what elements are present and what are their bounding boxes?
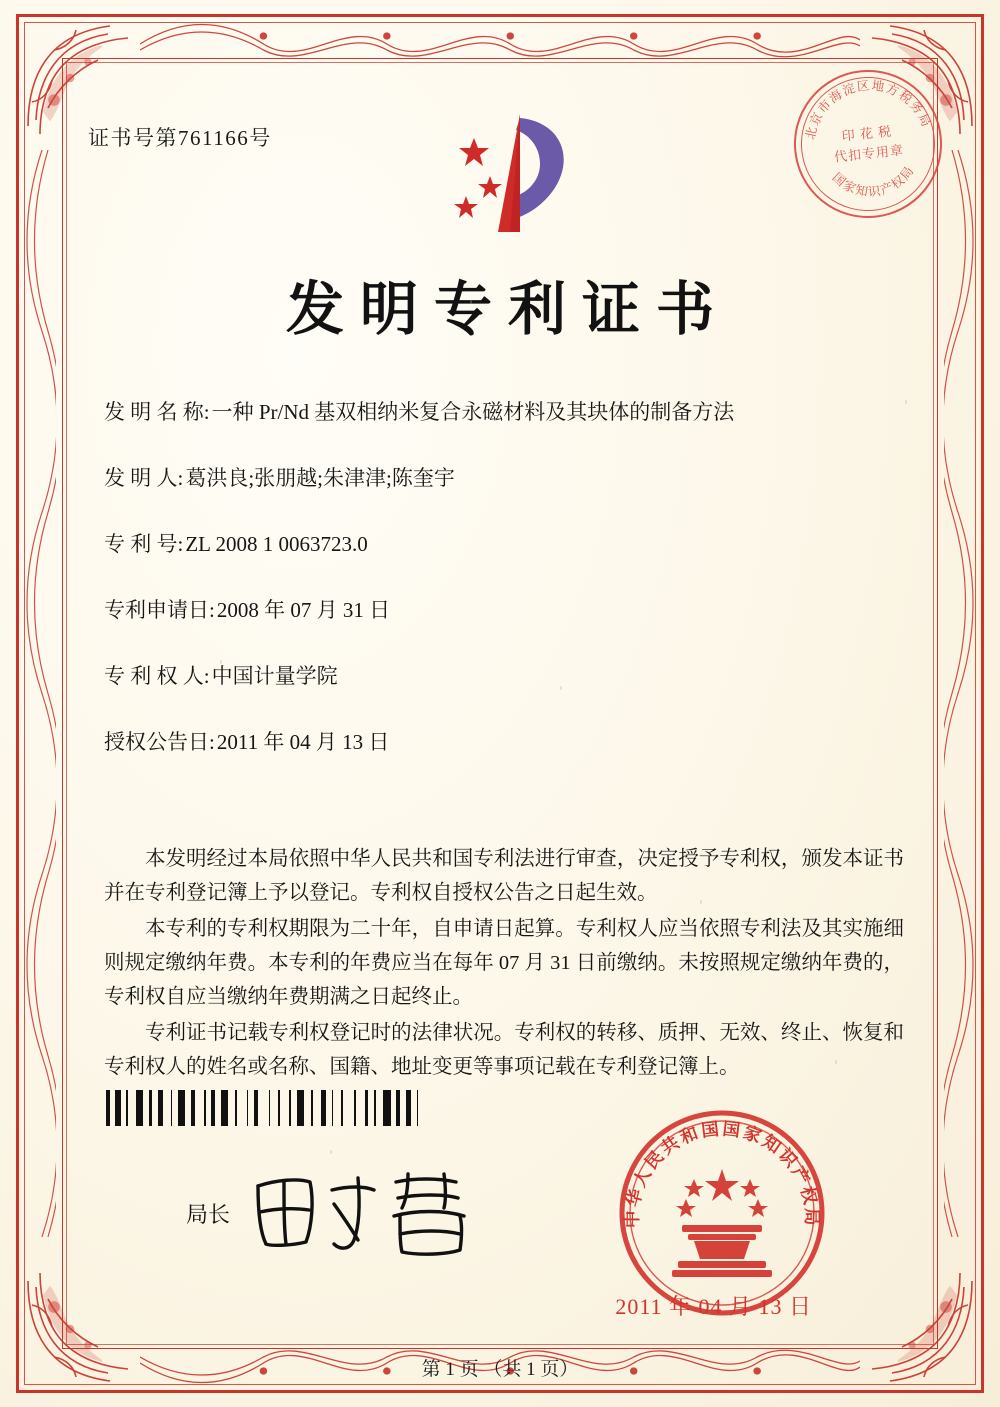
page-footer: 第 1 页 （共 1 页） (421, 1359, 579, 1380)
field-label-patentee: 专 利 权 人: (104, 664, 210, 688)
paper-speck (150, 1000, 152, 1004)
signature-handwriting (248, 1160, 478, 1260)
svg-text:中华人民共和国国家知识产权局: 中华人民共和国国家知识产权局 (621, 1118, 823, 1229)
corner-ornament-top-left (18, 16, 138, 136)
field-label-inventors: 发 明 人: (104, 466, 184, 490)
sipo-logo-icon (424, 100, 584, 240)
field-row-application-date (104, 596, 910, 624)
paper-speck (560, 686, 562, 690)
barcode (106, 1090, 426, 1126)
paper-speck (700, 900, 702, 904)
seal-date: 2011 年 04 月 13 日 (615, 1294, 812, 1319)
field-value-grant-date: 2011 年 04 月 13 日 (216, 730, 390, 754)
field-value-inventors: 葛洪良;张朋越;朱津津;陈奎宇 (185, 466, 455, 490)
tax-stamp (787, 63, 950, 226)
field-label-grant-date: 授权公告日: (104, 730, 215, 754)
field-value-patent-number: ZL 2008 1 0063723.0 (185, 532, 368, 556)
body-text (104, 842, 904, 1086)
paper-speck (220, 660, 222, 664)
field-row-grant-date (104, 728, 910, 756)
svg-text:北京市海淀区地方税务局: 北京市海淀区地方税务局 (803, 78, 934, 141)
field-row-patentee (104, 662, 910, 690)
signature-label: 局长 (186, 1202, 231, 1227)
body-paragraph-2: 本专利的专利权期限为二十年，自申请日起算。专利权人应当依照专利法及其实施细则规定缴纳年费。本专利的年费应当在每年 07 月 31 日前缴纳。未按照规定缴纳年费的，专利权自应当缴纳年费期满之日起终止。 (104, 918, 904, 1008)
field-value-application-date: 2008 年 07 月 31 日 (216, 598, 391, 622)
body-paragraph-3: 专利证书记载专利权登记时的法律状况。专利权的转移、质押、无效、终止、恢复和专利权人的姓名或名称、国籍、地址变更等事项记载在专利登记簿上。 (104, 1022, 904, 1078)
field-row-inventors (104, 464, 910, 492)
paper-speck (470, 300, 472, 304)
paper-speck (905, 400, 907, 404)
field-value-patentee: 中国计量学院 (211, 664, 338, 688)
field-row-patent-number (104, 530, 910, 558)
page-title: 发明专利证书 (285, 277, 730, 342)
tax-stamp-line-2: 代扣专用章 (833, 142, 905, 165)
certificate-number: 证书号第761166号 (88, 126, 272, 150)
paper-speck (330, 1150, 332, 1154)
field-value-invention-name: 一种 Pr/Nd 基双相纳米复合永磁材料及其块体的制备方法 (211, 400, 735, 424)
svg-text:国家知识产权局: 国家知识产权局 (829, 163, 918, 200)
tax-stamp-line-1: 印 花 税 (840, 123, 893, 144)
body-paragraph-1: 本发明经过本局依照中华人民共和国专利法进行审查，决定授予专利权，颁发本证书并在专利登记簿上予以登记。专利权自授权公告之日起生效。 (104, 848, 904, 904)
field-list (104, 398, 910, 794)
edge-ornament-top (140, 14, 860, 58)
field-label-application-date: 专利申请日: (104, 598, 215, 622)
official-seal (616, 1107, 828, 1319)
field-row-invention-name (104, 398, 910, 426)
field-label-patent-number: 专 利 号: (104, 532, 184, 556)
paper-speck (835, 1060, 837, 1064)
field-label-invention-name: 发 明 名 称: (104, 400, 210, 424)
